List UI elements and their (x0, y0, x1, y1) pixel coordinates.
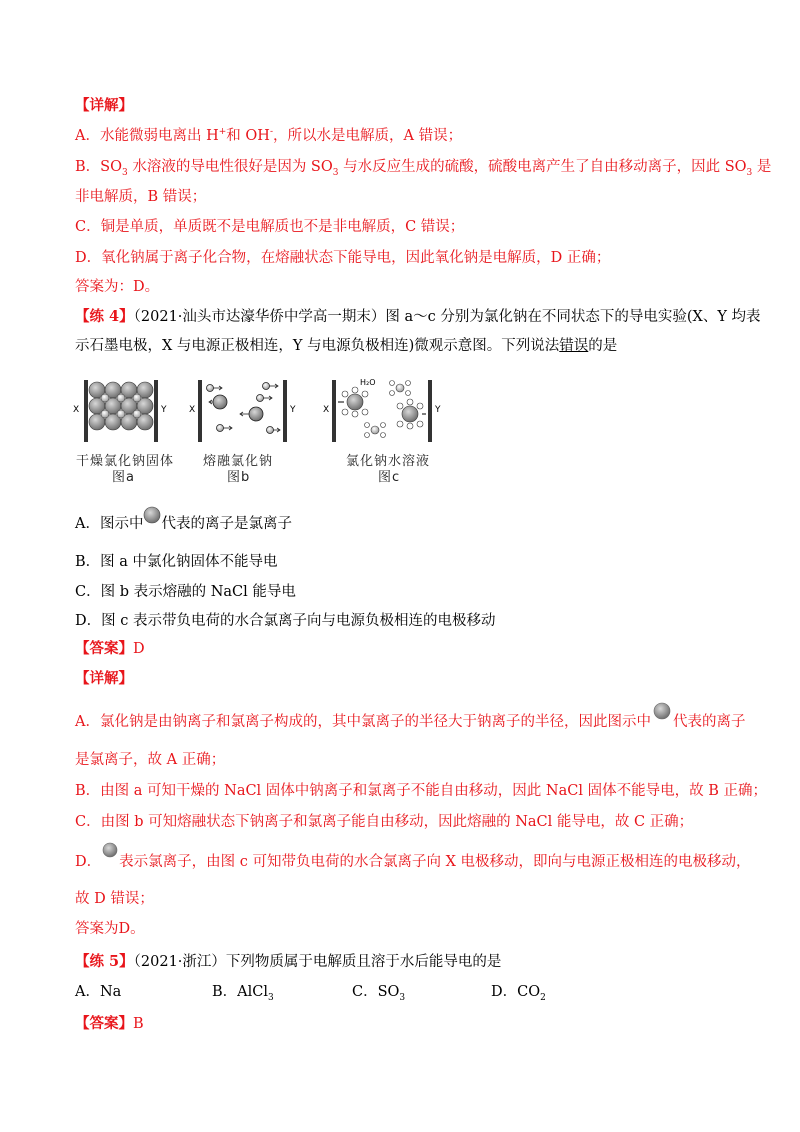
figure-c-label-y: Y (435, 405, 441, 415)
chloride-ion-icon (143, 506, 161, 528)
figure-b-label-x: X (189, 405, 196, 415)
q5-option-b: B．AlCl$_3$ (212, 984, 274, 1003)
figure-a-subcaption: 图a (112, 470, 135, 485)
figure-b-label-y: Y (290, 405, 296, 415)
chloride-ion-icon (651, 702, 673, 724)
q4-option-d: D．图 c 表示带负电荷的水合氯离子向与电源负极相连的电极移动 (75, 613, 496, 629)
detail2-option-b: B．由图 a 可知干燥的 NaCl 固体中钠离子和氯离子不能自由移动，因此 NaCl 固体不能导电，故 B 正确； (75, 783, 767, 799)
detail1-option-c: C．铜是单质，单质既不是电解质也不是非电解质，C 错误； (75, 219, 465, 235)
q5-stem: 【练 5】（2021·浙江）下列物质属于电解质且溶于水后能导电的是 (75, 953, 502, 970)
q4-option-c: C．图 b 表示熔融的 NaCl 能导电 (75, 584, 296, 600)
q5-option-c: C．$SO_3$ (352, 984, 406, 1003)
q5-option-d: D．$CO_2$ (491, 984, 546, 1003)
detail2-option-d: D． 表示氯离子，由图 c 可知带负电荷的水合氯离子向 X 电极移动，即向与电源正极相连的电极移动， (75, 852, 751, 872)
q4-stem-line2: 示石墨电极，X 与电源正极相连，Y 与电源负极相连)微观示意图。下列说法错误的是 (75, 338, 618, 354)
detail2-answer: 答案为D。 (75, 921, 145, 937)
q4-stem-line1: 【练 4】（2021·汕头市达濠华侨中学高一期末）图 a～c 分别为氯化钠在不同状态下的导电实验(X、Y 均表 (75, 308, 761, 325)
detail1-option-b-cont: 非电解质，B 错误； (75, 189, 207, 205)
detail2-option-a: A．氯化钠是由钠离子和氯离子构成的，其中氯离子的半径大于钠离子的半径，因此图示中 代表的离子 (75, 712, 745, 732)
q5-answer: 【答案】B (75, 1015, 144, 1032)
figure-b-subcaption: 图b (227, 470, 251, 485)
detail2-option-d-cont: 故 D 错误； (75, 891, 154, 907)
q5-option-a: A．Na (75, 984, 122, 1000)
q4-option-a: A．图示中 代表的离子是氯离子 (75, 514, 292, 534)
chloride-ion-icon (101, 842, 119, 864)
figure-c-water-label: H₂O (360, 378, 376, 387)
q4-option-b: B．图 a 中氯化钠固体不能导电 (75, 554, 278, 570)
detail1-option-b: B．$SO_3$ 水溶液的导电性很好是因为 $SO_3$ 与水反应生成的硫酸，硫酸电离产生了自由移动离子，因此 $SO_3$ 是 (75, 159, 772, 178)
detail2-option-c: C．由图 b 可知熔融状态下钠离子和氯离子能自由移动，因此熔融的 NaCl 能导电，故 C 正确； (75, 814, 694, 830)
q4-answer: 【答案】D (75, 640, 145, 657)
figure-a-label-y: Y (161, 405, 167, 415)
detail2-option-a-cont: 是氯离子，故 A 正确； (75, 752, 226, 768)
detail-header-1: 【详解】 (75, 97, 133, 114)
detail-header-2: 【详解】 (75, 670, 133, 687)
nacl-conduction-figure (70, 368, 470, 458)
figure-c-subcaption: 图c (378, 470, 401, 485)
figure-a-label-x: X (73, 405, 80, 415)
figure-c-label-x: X (323, 405, 330, 415)
detail1-option-d: D．氧化钠属于离子化合物，在熔融状态下能导电，因此氧化钠是电解质，D 正确； (75, 250, 611, 266)
figure-a-caption: 干燥氯化钠固体 (76, 454, 175, 469)
detail1-option-a: A．水能微弱电离出 H+和 OH-，所以水是电解质，A 错误； (75, 127, 463, 144)
figure-b-ions (207, 383, 281, 434)
detail1-answer: 答案为：D。 (75, 279, 160, 295)
figure-c-caption: 氯化钠水溶液 (346, 454, 431, 469)
figure-b-caption: 熔融氯化钠 (203, 454, 274, 469)
figure-a-lattice (89, 382, 153, 430)
figure-c-hydrated-ions (338, 381, 426, 438)
